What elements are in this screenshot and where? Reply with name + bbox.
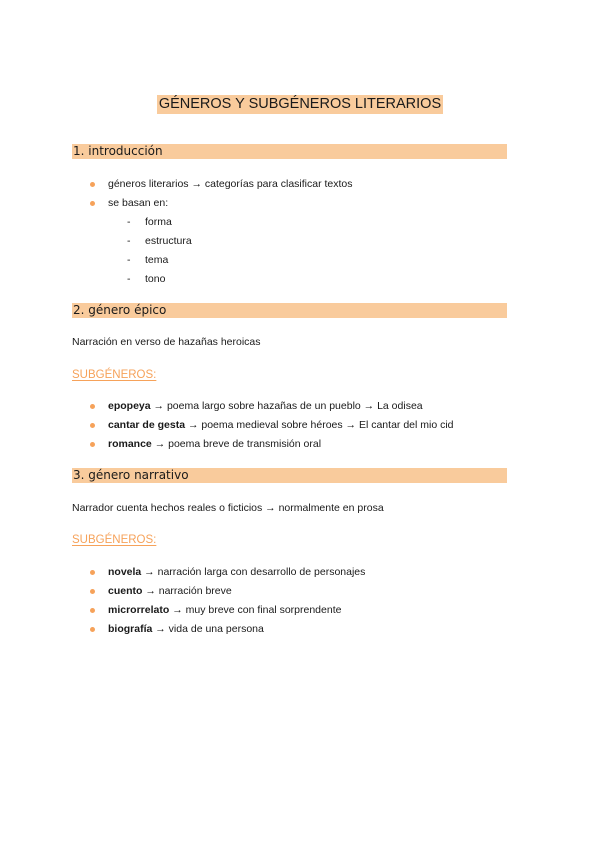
subgeneros-label: SUBGÉNEROS:	[72, 369, 157, 381]
list-item-text: se basan en:	[108, 197, 169, 209]
list-item-desc: → vida de una persona	[152, 623, 264, 635]
bullet-dot-icon	[90, 404, 95, 409]
bullet-dot-icon	[90, 201, 95, 206]
dash-marker: -	[127, 216, 131, 228]
bullet-dot-icon	[90, 589, 95, 594]
list-item-term: romance	[108, 438, 152, 450]
list-item-term: cuento	[108, 585, 143, 597]
bullet-dot-icon	[90, 570, 95, 575]
list-item-text	[108, 399, 423, 413]
list-item-desc: → narración breve	[142, 585, 232, 597]
sub-list-item-text: tema	[145, 254, 169, 266]
dash-marker: -	[127, 235, 131, 247]
list-item-text	[108, 622, 264, 636]
sub-list-item-text: forma	[145, 216, 172, 228]
dash-marker: -	[127, 254, 131, 266]
section-heading-narrativo: 3. género narrativo	[72, 468, 507, 483]
bullet-dot-icon	[90, 608, 95, 613]
list-item-desc: → muy breve con final sorprendente	[169, 604, 342, 616]
list-item-text	[108, 418, 454, 432]
subgeneros-label: SUBGÉNEROS:	[72, 534, 157, 546]
list-item-term: novela	[108, 566, 142, 578]
list-item-text	[108, 603, 341, 617]
list-item-desc: → narración larga con desarrollo de personajes	[141, 566, 366, 578]
list-item-text	[108, 584, 232, 598]
document-title-text: GÉNEROS Y SUBGÉNEROS LITERARIOS	[158, 96, 442, 112]
bullet-dot-icon	[90, 442, 95, 447]
list-item-term: cantar de gesta	[108, 419, 186, 431]
list-item-desc: → poema largo sobre hazañas de un pueblo → La odisea	[150, 400, 423, 412]
list-item-desc: → poema medieval sobre héroes → El cantar del mio cid	[185, 419, 454, 431]
bullet-dot-icon	[90, 423, 95, 428]
bullet-dot-icon	[90, 182, 95, 187]
section-description: Narración en verso de hazañas heroicas	[72, 336, 261, 348]
document-title	[0, 94, 600, 114]
list-item-term: epopeya	[108, 400, 151, 412]
list-item-desc: → poema breve de transmisión oral	[151, 438, 322, 450]
list-item-text: géneros literarios → categorías para clasificar textos	[108, 178, 353, 190]
list-item-term: biografía	[108, 623, 153, 635]
section-heading-introduccion: 1. introducción	[72, 144, 507, 159]
section-description: Narrador cuenta hechos reales o ficticios → normalmente en prosa	[72, 502, 384, 514]
list-item-term: microrrelato	[108, 604, 170, 616]
section-heading-epico: 2. género épico	[72, 303, 507, 318]
bullet-dot-icon	[90, 627, 95, 632]
sub-list-item-text: estructura	[145, 235, 192, 247]
list-item-text	[108, 565, 365, 579]
dash-marker: -	[127, 273, 131, 285]
sub-list-item-text: tono	[145, 273, 166, 285]
list-item-text	[108, 437, 321, 451]
